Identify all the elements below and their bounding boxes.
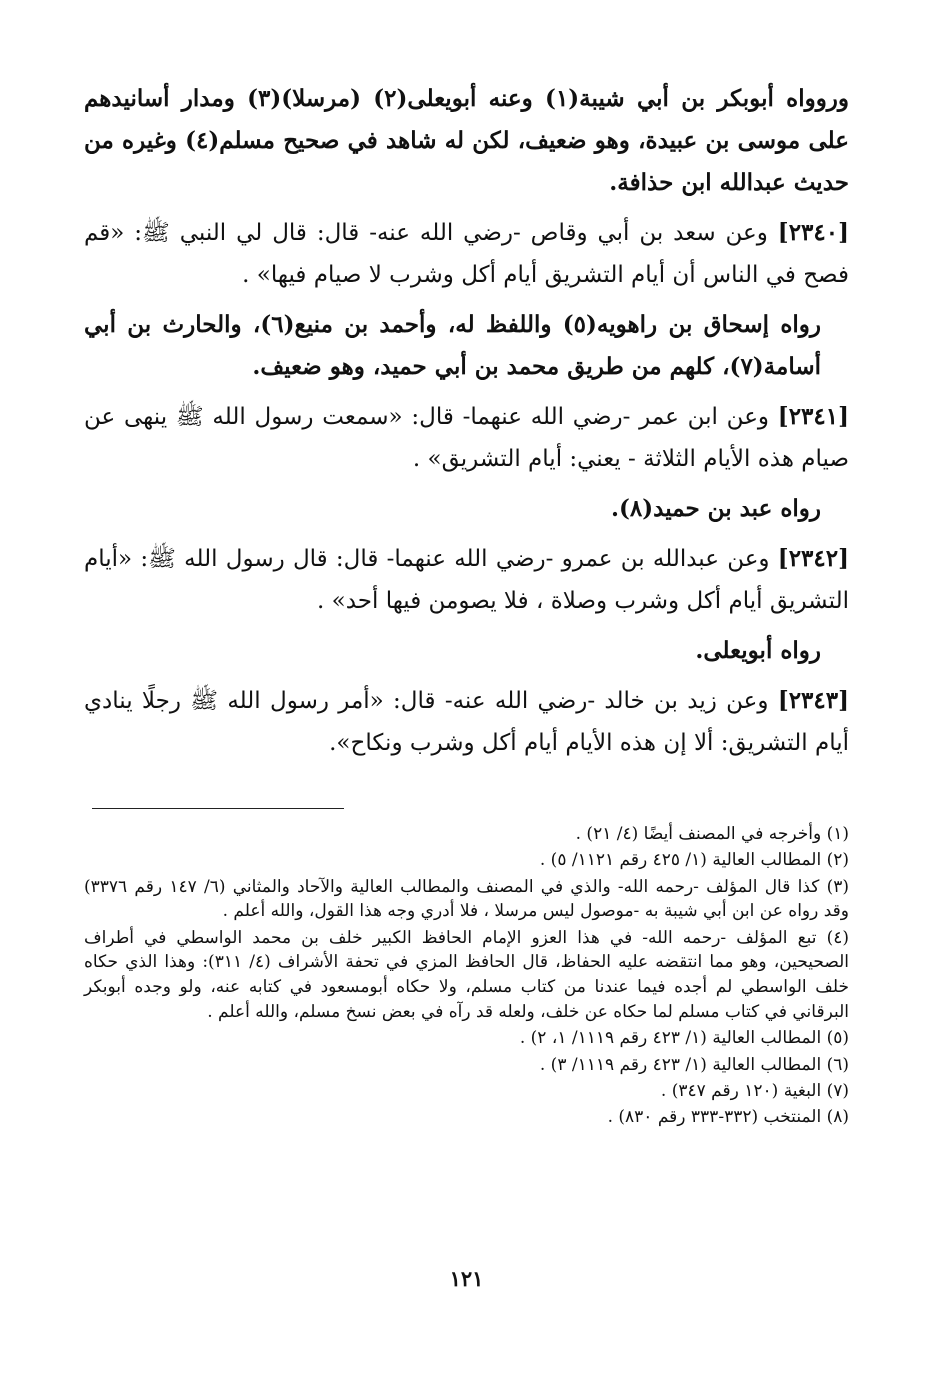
takhrij-2340: رواه إسحاق بن راهويه(٥) واللفظ له، وأحمد بن منيع(٦)، والحارث بن أبي أسامة(٧)، كلهم من طريق محمد بن أبي حميد، وهو ضعيف. [84,311,821,380]
footnote-8: (٨) المنتخب (٣٣٢-٣٣٣ رقم ٨٣٠) . [607,1107,849,1128]
hadith-text: وعن عبدالله بن عمرو -رضي الله عنهما- قال: قال رسول الله ﷺ: «أيام التشريق أيام أكل وشرب وصلاة ، فلا يصومن فيها أحد» . [84,546,849,614]
hadith-number: [٢٣٤١] [777,403,849,430]
hadith-number: [٢٣٤٢] [777,545,849,572]
footnote-4: (٤) تبع المؤلف -رحمه الله- في هذا العزو الإمام الحافظ الكبير خلف بن محمد الواسطي في أطراف الصحيحين، وهو مما انتقضه عليه الحفاظ، قال الحافظ المزي في تحفة الأشراف (٤/ ٣١١): وهذا الذي حكاه خلف الواسطي لم أجده فيما عندنا من كتاب مسلم، ولا حكاه أبومسعود في كتابه عنه، ولو وجده أبوبكر البرقاني في كتاب مسلم لما حكاه عن خلف، ولعله قد رآه في بعض نسخ مسلم، والله أعلم . [84,927,849,1023]
footnotes [84,822,849,1132]
hadith-number: [٢٣٤٣] [777,687,850,714]
takhrij-2342: رواه أبويعلى. [695,637,821,664]
footnote-2: (٢) المطالب العالية (١/ ٤٢٥ رقم ١١٢١/ ٥) . [539,850,849,871]
main-text [84,78,849,764]
footnote-3: (٣) كذا قال المؤلف -رحمه الله- والذي في المصنف والمطالب العالية والآحاد والمثاني (٦/ ١٤٧ رقم ٣٣٧٦) وقد رواه عن ابن أبي شيبة به -موصول ليس مرسلا ، فلا أدري وجه هذا القول، والله أعلم . [84,876,849,922]
hadith-number: [٢٣٤٠] [777,219,849,246]
footnote-7: (٧) البغية (١٢٠ رقم ٣٤٧) . [660,1080,849,1101]
footnote-5: (٥) المطالب العالية (١/ ٤٢٣ رقم ١١١٩/ ١، ٢) . [519,1028,849,1049]
hadith-text: وعن ابن عمر -رضي الله عنهما- قال: «سمعت رسول الله ﷺ ينهى عن صيام هذه الأيام الثلاثة - يعني: أيام التشريق» . [84,404,849,472]
takhrij-2341: رواه عبد بن حميد(٨). [611,495,821,522]
hadith-text: وعن زيد بن خالد -رضي الله عنه- قال: «أمر رسول الله ﷺ رجلًا ينادي أيام التشريق: ألا إن هذه الأيام أيام أكل وشرب ونكاح». [84,688,849,756]
hadith-text: وعن سعد بن أبي وقاص -رضي الله عنه- قال: قال لي النبي ﷺ: «قم فصح في الناس أن أيام التشريق أيام أكل وشرب لا صيام فيها» . [84,220,849,288]
footnote-6: (٦) المطالب العالية (١/ ٤٢٣ رقم ١١١٩/ ٣) . [539,1054,849,1075]
hadith-2342 [84,538,849,622]
page-number: ١٢١ [449,1266,484,1291]
hadith-2341 [84,396,849,480]
footnote-1: (١) وأخرجه في المصنف أيضًا (٤/ ٢١) . [575,824,849,844]
hadith-2340 [84,212,849,296]
hadith-2343 [84,680,849,764]
footnote-separator [92,808,344,809]
paragraph-intro: وروواه أبوبكر بن أبي شيبة(١) وعنه أبويعلى(٢) (مرسلا)(٣) ومدار أسانيدهم على موسى بن عبيدة، وهو ضعيف، لكن له شاهد في صحيح مسلم(٤) وغيره من حديث عبدالله ابن حذافة. [84,85,850,196]
